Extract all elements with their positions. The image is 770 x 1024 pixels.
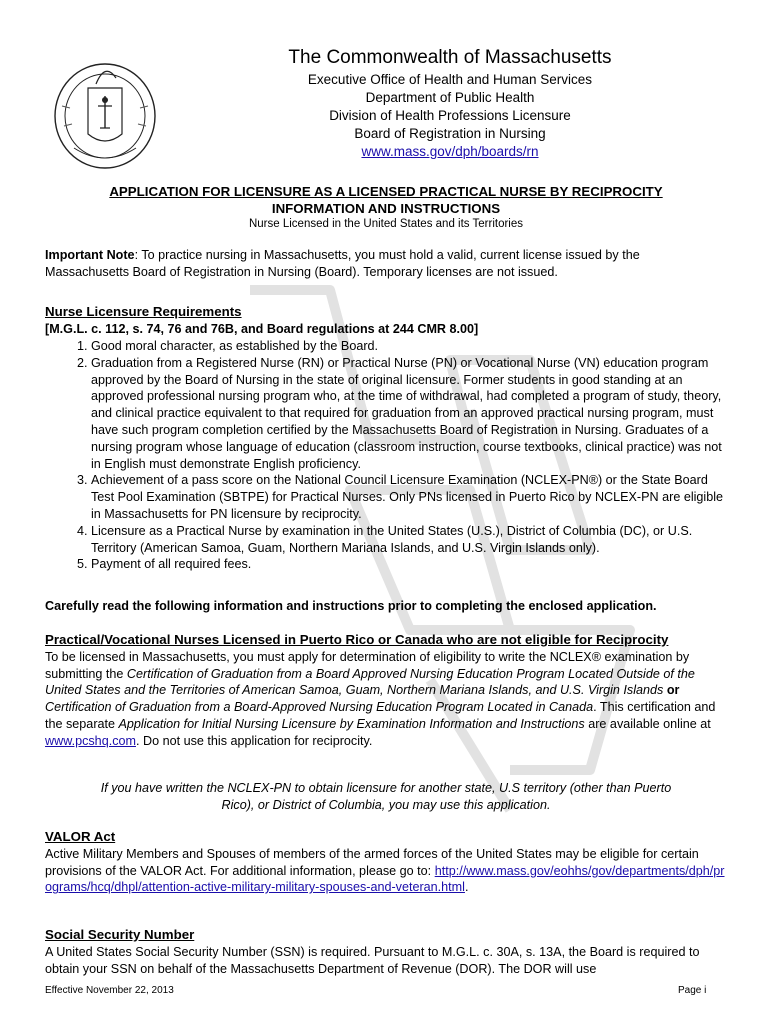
valor-body: Active Military Members and Spouses of members of the armed forces of the United States may be eligible for certain provisions of the VALOR Act. For additional information, please go to: bbox=[45, 846, 699, 878]
requirement-item: 2. Graduation from a Registered Nurse (RN) or Practical Nurse (PN) or Vocational Nurse (VN) education program approved by the Board of Nursing in the state of original licensure. Former students in good standing at an approved professional nursing program who, at the time of withdrawal, had completed a program of study, theory, and clinical practice equivalent to that required for graduation from an approved practical nursing program, must have such program completion certified by the Massachusetts Board of Registration in Nursing. Graduates of a nursing program whose language of education (classroom instruction, course textbooks, clinical practice) was not in English must demonstrate English proficiency. bbox=[91, 355, 727, 473]
requirement-item: 1. Good moral character, as established by the Board. bbox=[91, 338, 727, 355]
requirements-title: Nurse Licensure Requirements bbox=[45, 304, 242, 319]
agency-line: Board of Registration in Nursing bbox=[354, 126, 546, 141]
requirements-list bbox=[45, 338, 727, 573]
board-website-link[interactable]: www.mass.gov/dph/boards/rn bbox=[361, 144, 539, 159]
title-line-2: INFORMATION AND INSTRUCTIONS bbox=[271, 201, 501, 216]
pr-italic-1: Certification of Graduation from a Board Approved Nursing Education Program Located Outside of the United States and the Territories of American Samoa, Guam, Northern Mariana Islands, and U.S. Virgin Islands bbox=[45, 666, 695, 698]
pcshq-link[interactable]: www.pcshq.com bbox=[45, 733, 136, 748]
puerto-rico-section bbox=[45, 632, 727, 750]
requirement-item: 5. Payment of all required fees. bbox=[91, 556, 727, 573]
pr-text-1: To be licensed in Massachusetts, you must apply for determination of eligibility to write the NCLEX® examination by submitting the bbox=[45, 649, 690, 681]
header-title: The Commonwealth of Massachusetts bbox=[288, 47, 612, 68]
requirement-item: 4. Licensure as a Practical Nurse by examination in the United States (U.S.), District of Columbia (DC), or U.S. Territory (American Samoa, Guam, Northern Mariana Islands, and U.S. Virgin Islands only). bbox=[91, 523, 727, 557]
massachusetts-seal-icon bbox=[52, 56, 158, 170]
valor-link[interactable]: http://www.mass.gov/eohhs/gov/departments/dph/programs/hcq/dhpl/attention-active-military-military-spouses-and-veteran.html bbox=[45, 863, 725, 895]
header-agency-lines bbox=[240, 71, 660, 161]
pr-italic-2: Certification of Graduation from a Board-Approved Nursing Education Program Located in Canada bbox=[45, 700, 594, 715]
careful-read-note: Carefully read the following information and instructions prior to completing the enclosed application. bbox=[45, 599, 657, 613]
valor-heading: VALOR Act bbox=[45, 829, 116, 844]
title-line-1: APPLICATION FOR LICENSURE AS A LICENSED PRACTICAL NURSE BY RECIPROCITY bbox=[109, 184, 663, 199]
pr-text-2: . This certification and the separate bbox=[45, 700, 716, 731]
pr-text-3: are available online at bbox=[584, 716, 711, 731]
requirement-item: 3. Achievement of a pass score on the National Council Licensure Examination (NCLEX-PN®) or the State Board Test Pool Examination (SBTPE) for Practical Nurses. Only PNs licensed in Puerto Rico by NCLEX-PN are eligible in Massachusetts for PN licensure by reciprocity. bbox=[91, 472, 727, 522]
puerto-rico-heading: Practical/Vocational Nurses Licensed in Puerto Rico or Canada who are not eligible for Reciprocity bbox=[45, 632, 669, 647]
requirements-heading bbox=[45, 304, 727, 338]
important-note bbox=[45, 247, 727, 281]
ssn-text: A United States Social Security Number (SSN) is required. Pursuant to M.G.L. c. 30A, s. 13A, the Board is required to obtain your SSN on behalf of the Massachusetts Department of Revenue (DOR). The DOR will use bbox=[45, 944, 700, 976]
ssn-section bbox=[45, 927, 727, 977]
agency-line: Executive Office of Health and Human Services bbox=[307, 72, 593, 87]
valor-section bbox=[45, 829, 727, 896]
page-number: Page i bbox=[678, 985, 707, 996]
valor-end: . bbox=[464, 880, 469, 895]
valor-text bbox=[45, 846, 727, 896]
nclex-note: If you have written the NCLEX-PN to obtain licensure for another state, U.S territory (other than Puerto Rico), or District of Columbia, you may use this application. bbox=[100, 781, 672, 812]
document-subtitle: Nurse Licensed in the United States and its Territories bbox=[248, 218, 523, 230]
pr-italic-3: Application for Initial Nursing Licensure by Examination Information and Instructions bbox=[118, 716, 585, 731]
effective-date: Effective November 22, 2013 bbox=[45, 985, 174, 996]
pr-or: or bbox=[663, 683, 680, 698]
puerto-rico-text bbox=[45, 649, 727, 750]
ssn-heading: Social Security Number bbox=[45, 927, 195, 942]
requirements-citation: [M.G.L. c. 112, s. 74, 76 and 76B, and Board regulations at 244 CMR 8.00] bbox=[45, 321, 479, 336]
agency-line: Department of Public Health bbox=[365, 90, 535, 105]
document-title bbox=[45, 183, 727, 217]
important-note-text: : To practice nursing in Massachusetts, you must hold a valid, current license issued by the Massachusetts Board of Registration in Nursing (Board). Temporary licenses are not issued. bbox=[45, 248, 640, 279]
agency-line: Division of Health Professions Licensure bbox=[329, 108, 571, 123]
important-note-label: Important Note bbox=[45, 248, 135, 262]
pr-text-4: . Do not use this application for reciprocity. bbox=[136, 733, 373, 748]
